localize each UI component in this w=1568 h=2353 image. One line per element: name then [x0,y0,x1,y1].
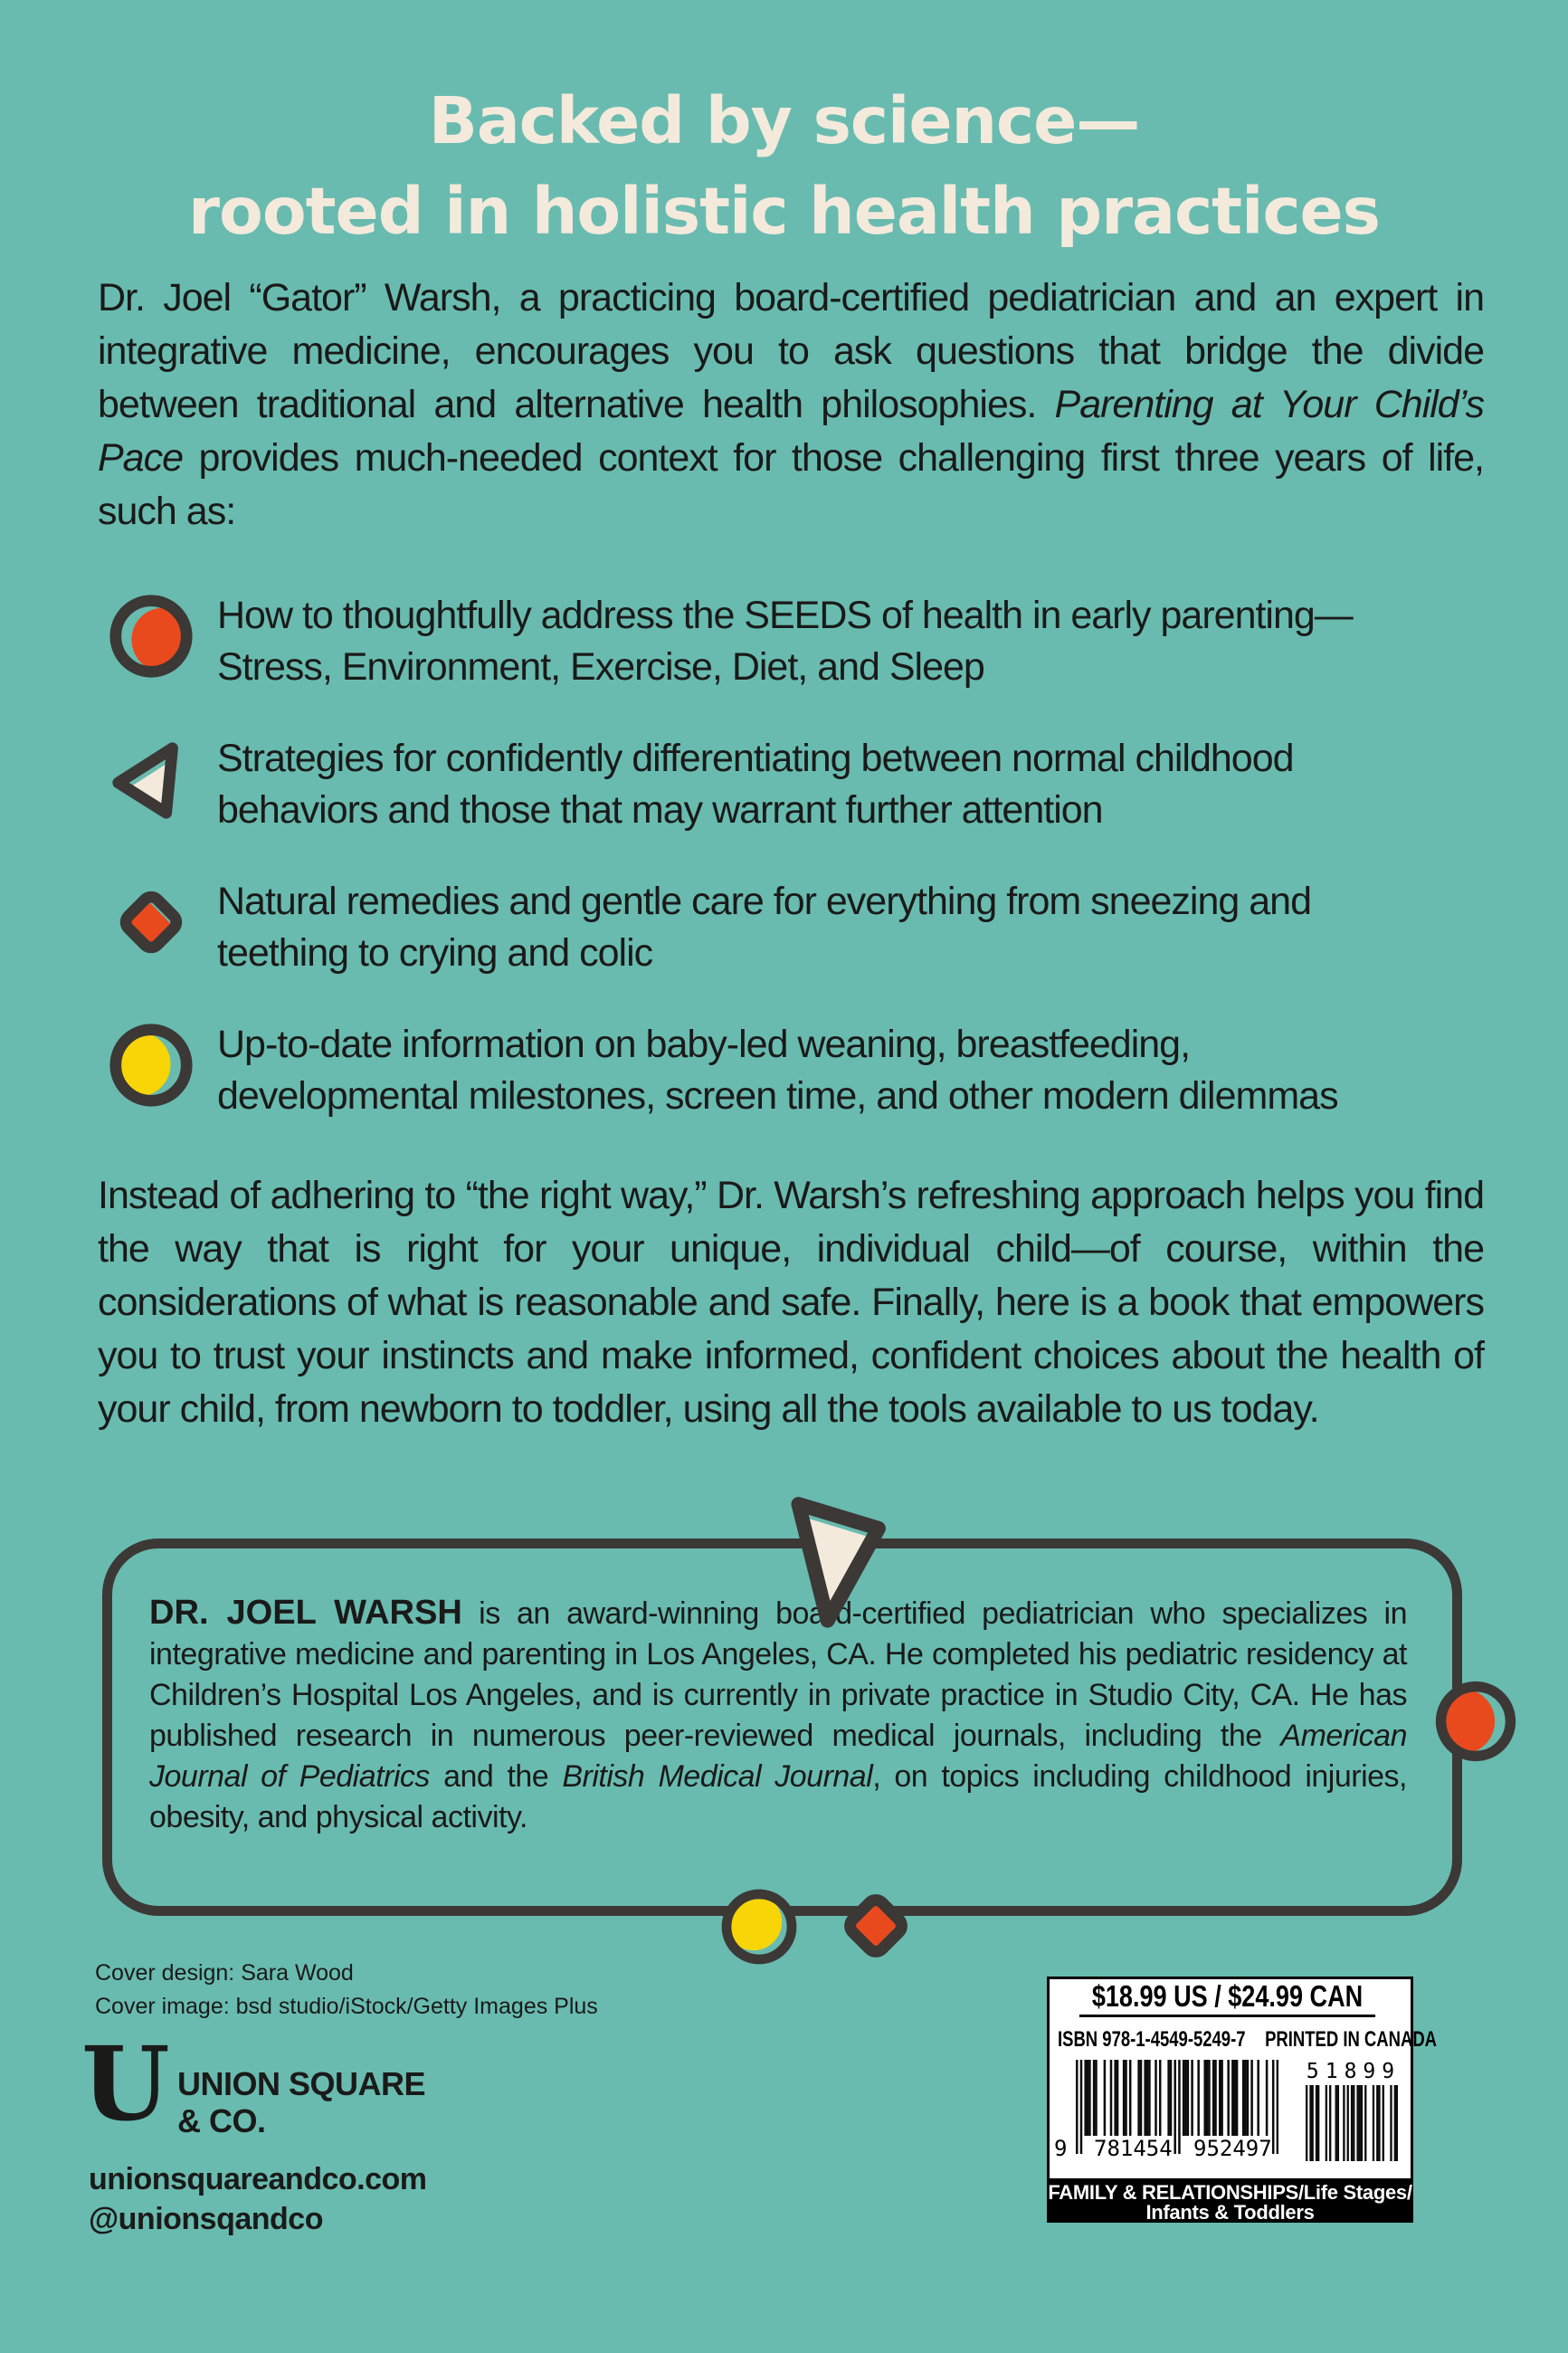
diamond-orange-decoration-icon [831,1881,921,1971]
diamond-orange-icon [107,878,195,967]
bullet-list [107,590,1455,1162]
publisher-website: unionsquareandco.com [89,2162,427,2196]
ean-lead-digit: 9 [1054,2136,1068,2161]
list-item [107,590,1455,693]
isbn-row [1058,2027,1438,2053]
price-label: $18.99 US / $24.99 CAN [1079,1977,1375,2017]
publisher-name-line1: UNION SQUARE [177,2065,426,2102]
bullet-text: Up-to-date information on baby-led weaning, breastfeeding, developmental milestones, screen time, and other modern dilemmas [217,1023,1338,1118]
circle-yellow-decoration-icon [718,1886,800,1967]
bullet-text: How to thoughtfully address the SEEDS of health in early parenting—Stress, Environment, Exercise, Diet, and Sleep [217,594,1353,689]
list-item [107,733,1455,836]
publisher-name [177,2065,425,2139]
publisher-logo-u-icon: U [81,2025,170,2144]
bullet-text: Strategies for confidently differentiating between normal childhood behaviors and those that may warrant further attention [217,737,1294,832]
cover-image-credit: Cover image: bsd studio/iStock/Getty Images Plus [95,1994,598,2019]
tagline-line1: Backed by science— [428,83,1140,158]
supplement-digits: 51899 [1306,2060,1402,2083]
intro-paragraph: Dr. Joel “Gator” Warsh, a practicing board-certified pediatrician and an expert in integrative medicine, encourages you to ask questions that bridge the divide between traditional and alternative health philosophies. Parenting at Your Child’s Pace provides much-needed context for those challenging first three years of life, such as: [98,276,1484,533]
list-item [107,1019,1455,1122]
category-line2: Infants & Toddlers [1145,2201,1315,2224]
cover-design-credit: Cover design: Sara Wood [95,1960,354,1986]
printed-in-label: PRINTED IN CANADA [1265,2027,1438,2052]
category-line1: FAMILY & RELATIONSHIPS/Life Stages/ [1048,2181,1412,2204]
circle-orange-icon [107,592,195,681]
publisher-links [89,2159,427,2239]
ean-right-digits: 952497 [1193,2136,1272,2161]
publisher-social-handle: @unionsqandco [89,2202,323,2236]
triangle-cream-decoration-icon [772,1490,893,1640]
triangle-cream-icon [107,735,195,824]
bullet-text: Natural remedies and gentle care for everything from sneezing and teething to crying and colic [217,880,1311,975]
closing-paragraph: Instead of adhering to “the right way,” Dr. Warsh’s refreshing approach helps you find the way that is right for your unique, individual child—of course, within the considerations of what is reasonable and safe. Finally, here is a book that empowers you to trust your instincts and make informed, confident choices about the health of your child, from newborn to toddler, using all the tools available to us today. [98,1174,1484,1431]
ean13-digits [1047,2136,1300,2161]
supplement-barcode-icon [1306,2085,1398,2161]
cover-credits [95,1957,598,2024]
author-bio-text: DR. JOEL WARSH is an award-winning board-certified pediatrician who specializes in integrative medicine and parenting in Los Angeles, CA. He completed his pediatric residency at Children’s Hospital Los Angeles, and is currently in private practice in Studio City, CA. He has published research in numerous peer-reviewed medical journals, including the American Journal of Pediatrics and the British Medical Journal, on topics including childhood injuries, obesity, and physical activity. [149,1594,1408,1834]
circle-orange-decoration-icon [1432,1678,1519,1765]
tagline-heading [0,76,1568,257]
isbn-label: ISBN 978-1-4549-5249-7 [1058,2027,1246,2052]
circle-yellow-icon [107,1021,195,1110]
publisher-name-line2: & CO. [177,2102,266,2139]
category-label [1047,2181,1413,2223]
list-item [107,876,1455,979]
ean-left-digits: 781454 [1094,2136,1173,2161]
barcode-block [1047,1977,1438,2224]
tagline-line2: rooted in holistic health practices [188,174,1380,249]
